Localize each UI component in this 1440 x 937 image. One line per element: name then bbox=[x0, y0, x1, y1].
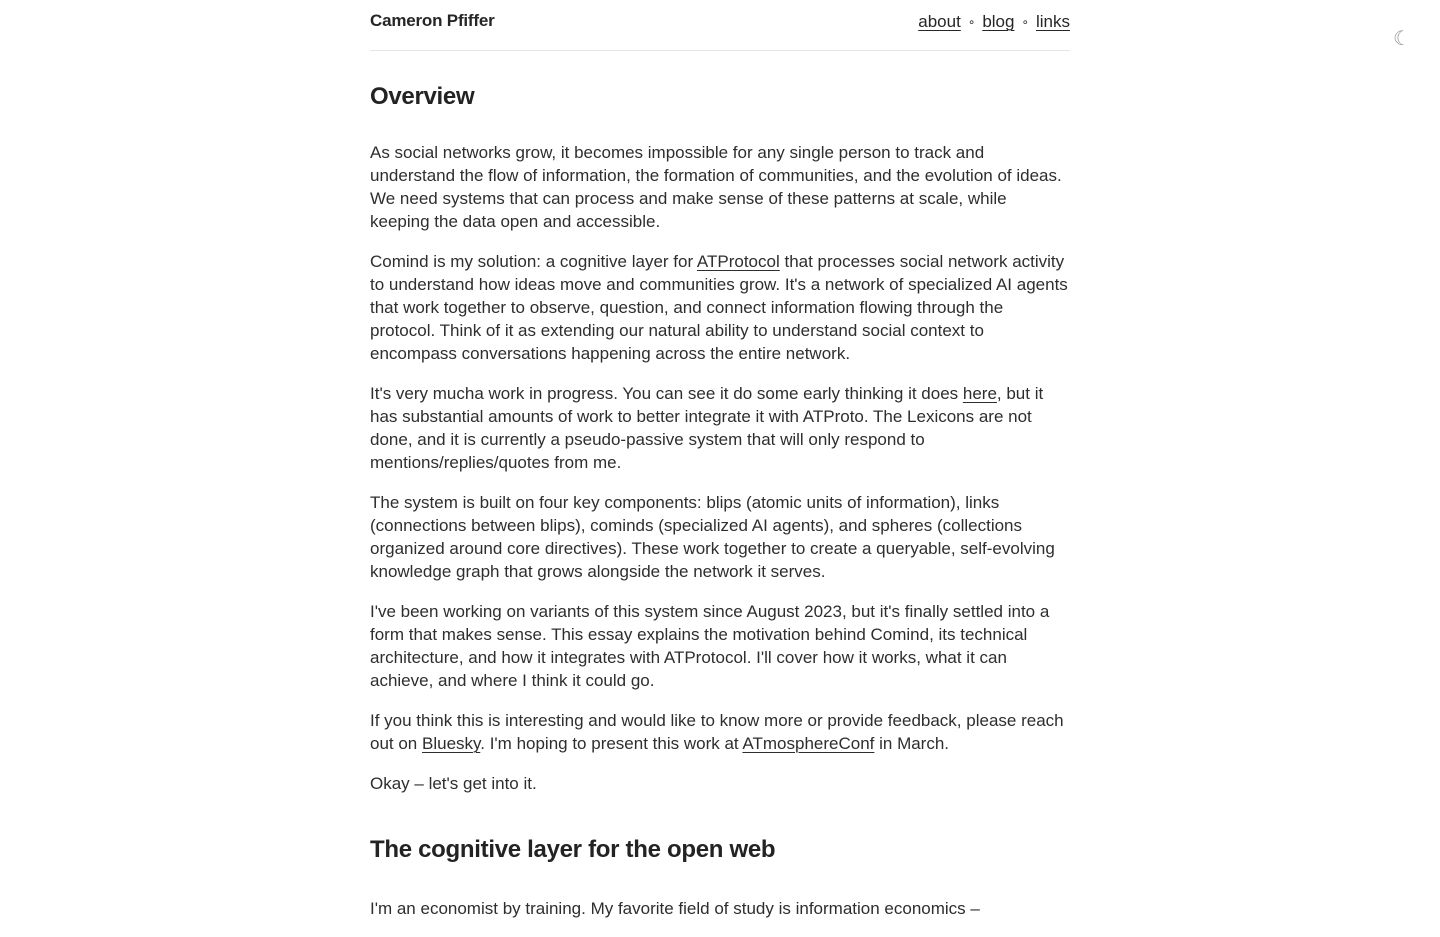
paragraph-7: Okay – let's get into it. bbox=[370, 774, 537, 793]
paragraph-2 bbox=[370, 250, 1070, 365]
paragraph-text: Comind is my solution: a cognitive layer for bbox=[370, 252, 697, 271]
here-link[interactable]: here bbox=[962, 384, 997, 403]
site-header bbox=[370, 0, 1070, 51]
site-title[interactable]: Cameron Pfiffer bbox=[370, 11, 495, 30]
atmosphereconf-link[interactable]: ATmosphereConf bbox=[742, 734, 875, 753]
nav-link-blog[interactable]: blog bbox=[982, 12, 1015, 31]
paragraph-3 bbox=[370, 382, 1070, 474]
section-heading-overview: Overview bbox=[370, 83, 475, 110]
paragraph-4: The system is built on four key components: blips (atomic units of information), links (connections between blips), cominds (specialized AI agents), and spheres (collections organized around core directives). These work together to create a queryable, self-evolving knowledge graph that grows alongside the network it serves. bbox=[370, 493, 1055, 581]
paragraph-text: , but it has substantial amounts of work to better integrate it with ATProto. The Lexicons are not done, and it is currently a pseudo-passive system that will only respond to mentions/replies/quotes from me. bbox=[370, 384, 1044, 472]
atprotocol-link[interactable]: ATProtocol bbox=[696, 252, 780, 271]
paragraph-text: If you think this is interesting and would like to know more or provide feedback, please reach out on bbox=[370, 711, 1064, 753]
paragraph-text: in March. bbox=[874, 734, 950, 753]
nav-link-about[interactable]: about bbox=[918, 12, 961, 31]
nav-separator-icon: ∘ bbox=[1021, 15, 1029, 29]
paragraph-1: As social networks grow, it becomes impossible for any single person to track and understand the flow of information, the formation of communities, and the evolution of ideas. We need systems that can process and make sense of these patterns at scale, while keeping the data open and accessible. bbox=[370, 143, 1062, 231]
paragraph-5: I've been working on variants of this system since August 2023, but it's finally settled into a form that makes sense. This essay explains the motivation behind Comind, its technical architecture, and how it integrates with ATProtocol. I'll cover how it works, what it can achieve, and where I think it could go. bbox=[370, 602, 1050, 690]
dark-mode-moon-icon[interactable]: ☾ bbox=[1393, 26, 1411, 50]
article-body bbox=[370, 141, 1070, 937]
nav-separator-icon: ∘ bbox=[967, 15, 976, 29]
site-nav bbox=[918, 11, 1070, 33]
page-container bbox=[370, 0, 1070, 918]
paragraph-text: that processes social network activity to understand how ideas move and communities grow. It's a network of specialized AI agents that work together to observe, question, and connect information flowing through the protocol. Think of it as extending our natural ability to understand social context to encompass conversations happening across the entire network. bbox=[370, 252, 1068, 363]
paragraph-text: It's very mucha work in progress. You can see it do some early thinking it does bbox=[370, 384, 963, 403]
bluesky-link[interactable]: Bluesky bbox=[422, 734, 481, 753]
paragraph-text: . I'm hoping to present this work at bbox=[480, 734, 743, 753]
paragraph-6 bbox=[370, 709, 1070, 755]
section-heading-cognitive-layer: The cognitive layer for the open web bbox=[370, 836, 776, 863]
nav-link-links[interactable]: links bbox=[1035, 12, 1070, 31]
paragraph-8: I'm an economist by training. My favorite field of study is information economics – bbox=[370, 899, 980, 918]
